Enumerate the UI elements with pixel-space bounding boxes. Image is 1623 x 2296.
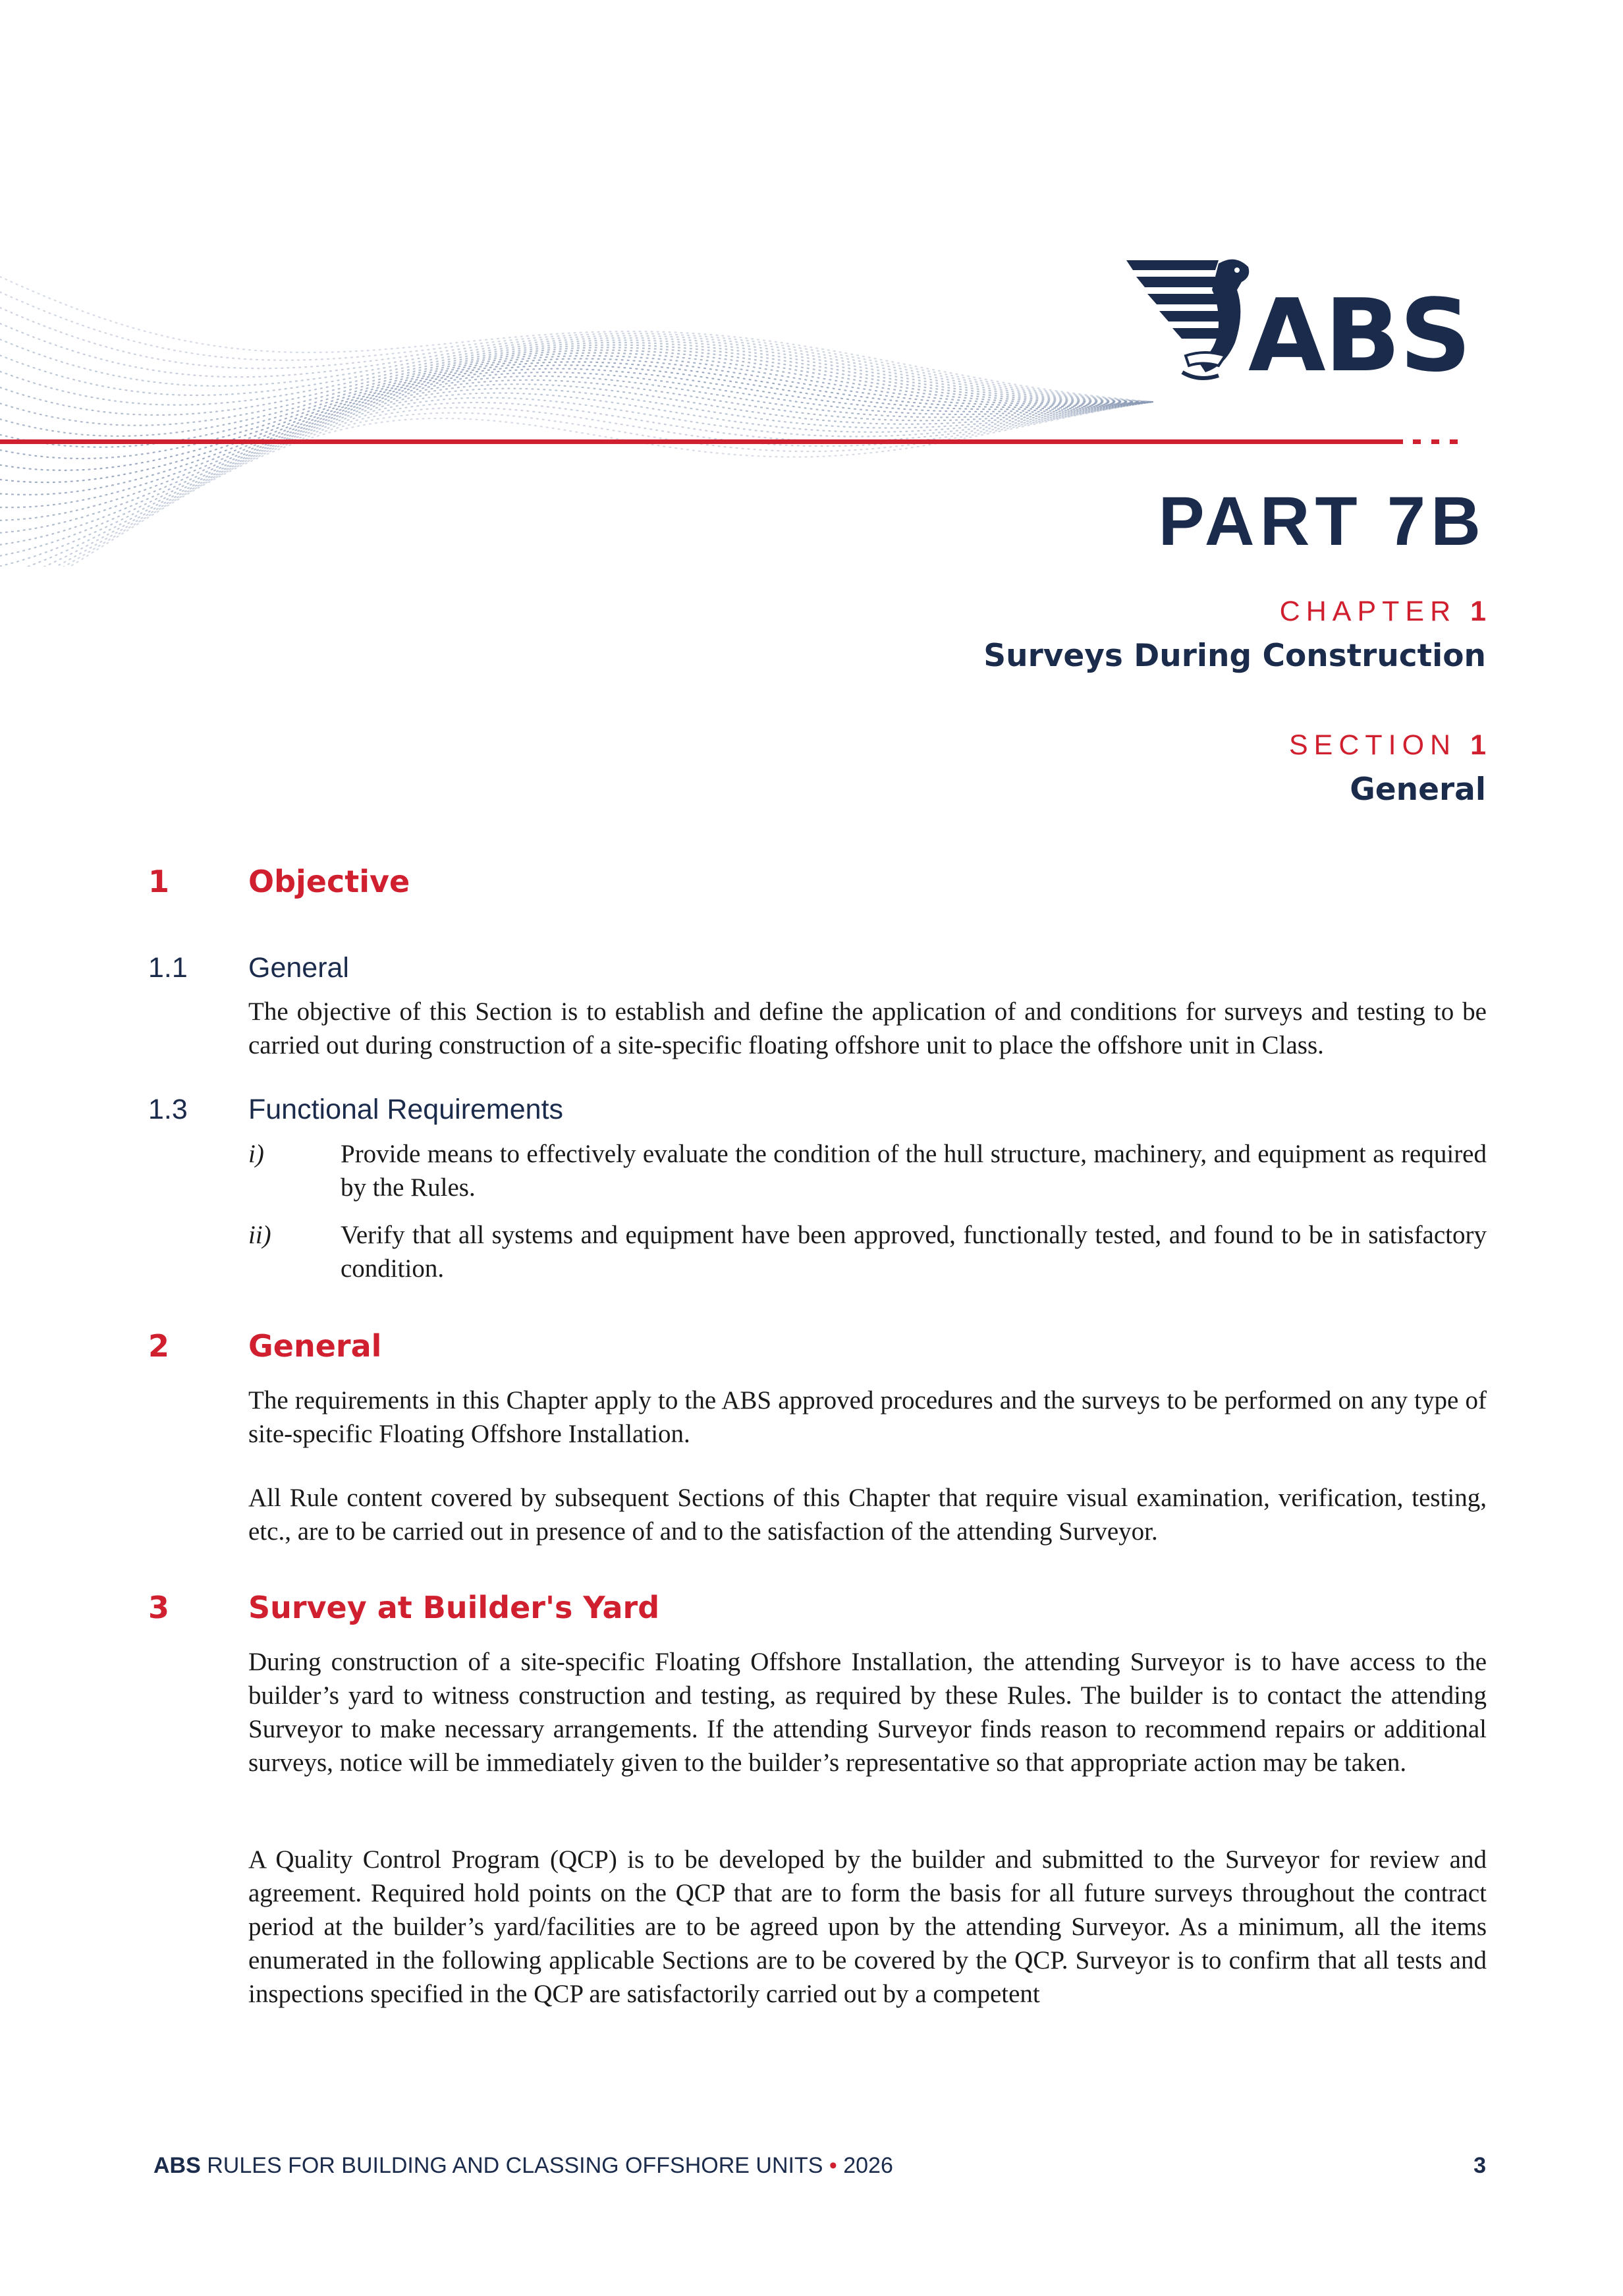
chapter-label: CHAPTER [1279,596,1457,627]
heading-text: Objective [248,864,410,899]
subheading-number: 1.1 [148,952,188,984]
list-item [248,1137,1487,1210]
wave-line [0,292,1153,402]
wave-line [0,339,1153,402]
section-heading [1289,728,1486,762]
heading-text: Survey at Builder's Yard [248,1590,660,1625]
footer-rules-title: RULES FOR BUILDING AND CLASSING OFFSHORE UNITS [207,2153,823,2178]
wave-line [0,384,1153,545]
list-item-text: Verify that all systems and equipment have been approved, functionally tested, and found to be in satisfactory condition. [341,1221,1487,1283]
page-number: 3 [1473,2153,1486,2178]
chapter-heading [1280,594,1486,629]
section-number: 1 [1470,729,1486,761]
paragraph-1-1: The objective of this Section is to establish and define the application of and conditions for surveys and testing to be carried out during construction of a site-specific floating offshore unit to place the offshore unit in Class. [248,997,1487,1059]
chapter-title: Surveys During Construction [983,638,1486,674]
paragraph: All Rule content covered by subsequent Sections of this Chapter that require visual examination, verification, testing, etc., are to be carried out in presence of and to the satisfaction of the attending Surveyor. [248,1484,1487,1546]
footer-title [153,2153,893,2179]
section-label: SECTION [1288,729,1457,761]
subheading-number: 1.3 [148,1094,188,1125]
wave-line [0,402,1153,567]
footer-bullet: • [829,2153,837,2178]
part-title: PART 7B [1158,483,1486,560]
section-title: General [1350,771,1486,808]
heading-number: 1 [148,864,170,899]
header-rule [0,439,1403,444]
paragraph: A Quality Control Program (QCP) is to be developed by the builder and submitted to the Surveyor for review and agreement. Required hold points on the QCP that are to form the basis for all future surveys throughout the contract period at the builder’s yard/facilities are to be agreed upon by the attending Surveyor. As a minimum, all the items enumerated in the following applicable Sections are to be covered by the QCP. Surveyor is to confirm that all tests and inspections specified in the QCP are satisfactorily carried out by a competent [248,1845,1487,2008]
wave-line [0,308,1153,402]
wave-line [0,380,1153,533]
paragraph: During construction of a site-specific Floating Offshore Installation, the attending Surveyor is to have access to the builder’s yard to witness construction and testing, as required by these Rules. The builder is to contact the attending Surveyor to make necessary arrangements. If the attending Surveyor finds reason to recommend repairs or additional surveys, notice will be immediately given to the builder’s representative so that appropriate action may be taken. [248,1648,1487,1777]
wave-line [0,343,1153,402]
list-marker: i) [248,1140,264,1168]
list-item-text: Provide means to effectively evaluate the condition of the hull structure, machinery, and equipment as required by the Rules. [341,1140,1487,1202]
wave-line [0,402,1153,567]
paragraph: The requirements in this Chapter apply to the ABS approved procedures and the surveys to be performed on any type of site-specific Floating Offshore Installation. [248,1386,1487,1448]
heading-number: 3 [148,1590,170,1625]
subheading-text: Functional Requirements [248,1094,564,1125]
list-item [248,1218,1487,1291]
wave-line [0,347,1153,415]
wave-line [0,402,1153,567]
heading-number: 2 [148,1328,170,1364]
wave-line [0,402,1153,567]
header-rule-dots [1413,439,1466,444]
abs-logo-text: ABS [1248,277,1470,394]
chapter-number: 1 [1470,596,1486,627]
wave-line [0,345,1153,405]
list-marker: ii) [248,1221,271,1249]
footer-brand: ABS [153,2153,201,2178]
footer-year: 2026 [843,2153,893,2178]
heading-text: General [248,1328,382,1364]
subheading-text: General [248,952,349,984]
